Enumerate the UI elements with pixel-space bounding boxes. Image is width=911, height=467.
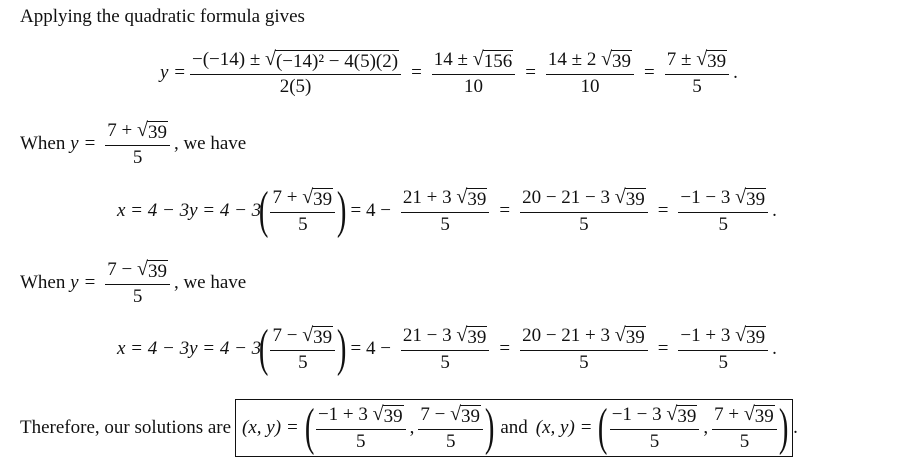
x2-fraction-c: −1 + 3 √ 39 5 [678, 325, 768, 374]
radical: √ 39 [614, 185, 645, 210]
y-equation: y = −(−14) ± √ (−14)² − 4(5)(2) 2(5) = 14 ± √ 156 10 = 14 ± 2 √ 39 10 = 7 ± √ 39 5 . [160, 47, 738, 97]
radical: √ 39 [137, 257, 167, 282]
radical: √ 39 [666, 402, 697, 427]
fraction-3: 14 ± 2 √ 39 10 [546, 49, 634, 98]
intro-text: Applying the quadratic formula gives [20, 6, 305, 27]
x-equation-1: x = 4 − 3y = 4 − 3 ( 7 + √ 39 5 ) = 4 − 21 + 3 √ 39 5 = 20 − 21 − 3 √ 39 5 = −1 − 3 √ 39 5 . [117, 182, 777, 239]
when-fraction-1: 7 + √ 39 5 [105, 120, 170, 169]
y-lhs: y = [160, 62, 187, 83]
when-line-1: When y = 7 + √ 39 5 , we have [20, 118, 247, 168]
radical: √ 39 [743, 402, 774, 427]
x2-fraction-a: 21 − 3 √ 39 5 [401, 325, 489, 374]
solution-1-x: −1 + 3 √ 39 5 [316, 404, 406, 453]
radical: √ 39 [137, 118, 167, 143]
radical: √ (−14)² − 4(5)(2) [265, 47, 399, 72]
radical: √ 39 [601, 47, 632, 72]
solution-1-y: 7 − √ 39 5 [418, 404, 483, 453]
fraction-4: 7 ± √ 39 5 [665, 49, 729, 98]
solution-2-x: −1 − 3 √ 39 5 [610, 404, 700, 453]
solution-2-y: 7 + √ 39 5 [712, 404, 777, 453]
x1-fraction-c: −1 − 3 √ 39 5 [678, 187, 768, 236]
when-fraction-2: 7 − √ 39 5 [105, 259, 170, 308]
radical: √ 39 [456, 185, 487, 210]
radical: √ 39 [450, 402, 481, 427]
x2-fraction-b: 20 − 21 + 3 √ 39 5 [520, 325, 648, 374]
conclusion-text: Therefore, our solutions are [20, 417, 232, 438]
radical: √ 39 [456, 323, 487, 348]
radical: √ 39 [614, 323, 645, 348]
fraction-2: 14 ± √ 156 10 [432, 49, 515, 98]
x1-paren-fraction: 7 + √ 39 5 [270, 187, 335, 236]
radical: √ 39 [302, 323, 333, 348]
x-equation-2: x = 4 − 3y = 4 − 3 ( 7 − √ 39 5 ) = 4 − 21 − 3 √ 39 5 = 20 − 21 + 3 √ 39 5 = −1 + 3 √ 39 5 . [117, 320, 777, 377]
radical: √ 39 [735, 323, 766, 348]
x2-paren-fraction: 7 − √ 39 5 [270, 325, 335, 374]
radical: √ 39 [372, 402, 403, 427]
radical: √ 156 [472, 47, 513, 72]
fraction-1: −(−14) ± √ (−14)² − 4(5)(2) 2(5) [190, 49, 401, 98]
conclusion-line: Therefore, our solutions are (x, y) = ( −1 + 3 √ 39 5 , 7 − √ 39 5 ) and (x, y) = ( −1 − 3 √ 39 5 , 7 + √ 39 5 ) . [20, 399, 798, 456]
radical: √ 39 [735, 185, 766, 210]
x1-fraction-b: 20 − 21 − 3 √ 39 5 [520, 187, 648, 236]
radical: √ 39 [302, 185, 333, 210]
solution-box: (x, y) = ( −1 + 3 √ 39 5 , 7 − √ 39 5 ) and (x, y) = ( −1 − 3 √ 39 5 , 7 + √ 39 5 ) [235, 399, 793, 457]
radical: √ 39 [696, 47, 727, 72]
x1-fraction-a: 21 + 3 √ 39 5 [401, 187, 489, 236]
when-line-2: When y = 7 − √ 39 5 , we have [20, 257, 247, 307]
